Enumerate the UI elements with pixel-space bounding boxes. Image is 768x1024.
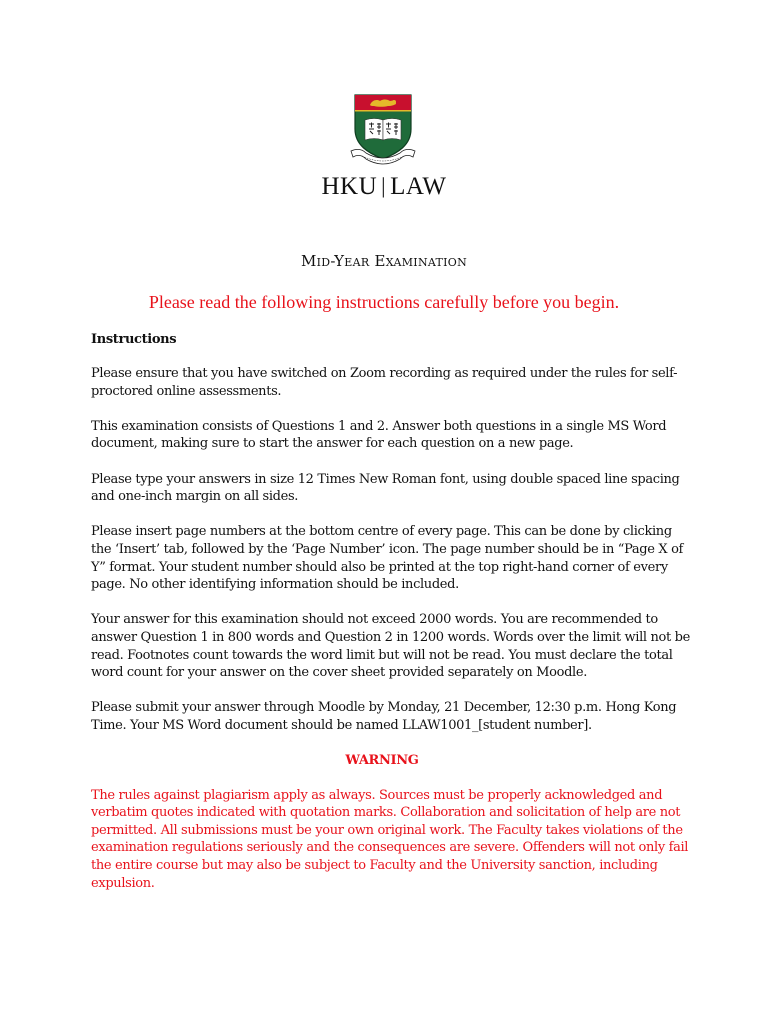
hku-law-wordmark xyxy=(0,172,768,202)
exam-title: Mid-Year Examination xyxy=(300,252,468,270)
instruction-paragraph-word-limit: Your answer for this examination should not exceed 2000 words. You are recommended to answer Question 1 in 800 words and Question 2 in 1200 words. Words over the limit will not be read. Footnotes count towards the word limit but will not be read. You must declare the total word count for your answer on the cover sheet provided separately on Moodle. xyxy=(91,612,690,681)
brand-hku: HKU xyxy=(321,173,378,200)
instruction-paragraph-questions: This examination consists of Questions 1 and 2. Answer both questions in a single MS Word document, making sure to start the answer for each question on a new page. xyxy=(91,418,667,452)
instruction-paragraph-format: Please type your answers in size 12 Times New Roman font, using double spaced line spacing and one-inch margin on all sides. xyxy=(91,471,680,505)
instruction-paragraph-submission: Please submit your answer through Moodle by Monday, 21 December, 12:30 p.m. Hong Kong Time. Your MS Word document should be named LLAW1001_[student number]. xyxy=(91,700,677,733)
instructions-body xyxy=(91,331,691,892)
instructions-heading: Instructions xyxy=(91,332,177,347)
read-instructions-notice: Please read the following instructions carefully before you begin. xyxy=(148,292,620,312)
hku-crest-logo xyxy=(350,93,416,169)
instruction-paragraph-page-numbers: Please insert page numbers at the bottom centre of every page. This can be done by clicking the ‘Insert’ tab, followed by the ‘Page Number’ icon. The page number should be in “Page X of Y” format. Your student number should also be printed at the top right-hand corner of every page. No other identifying information should be included. xyxy=(91,524,684,593)
warning-heading: WARNING xyxy=(345,753,419,769)
brand-separator: | xyxy=(381,173,387,198)
plagiarism-warning-text: The rules against plagiarism apply as always. Sources must be properly acknowledged and verbatim quotes indicated with quotation marks. Collaboration and solicitation of help are not permitted. All submissions must be your own original work. The Faculty takes violations of the examination regulations seriously and the consequences are severe. Offenders will not only fail the entire course but may also be subject to Faculty and the University sanction, including expulsion. xyxy=(91,787,689,891)
brand-law: LAW xyxy=(390,173,447,200)
instruction-paragraph-zoom: Please ensure that you have switched on Zoom recording as required under the rules for self-proctored online assessments. xyxy=(91,366,678,399)
